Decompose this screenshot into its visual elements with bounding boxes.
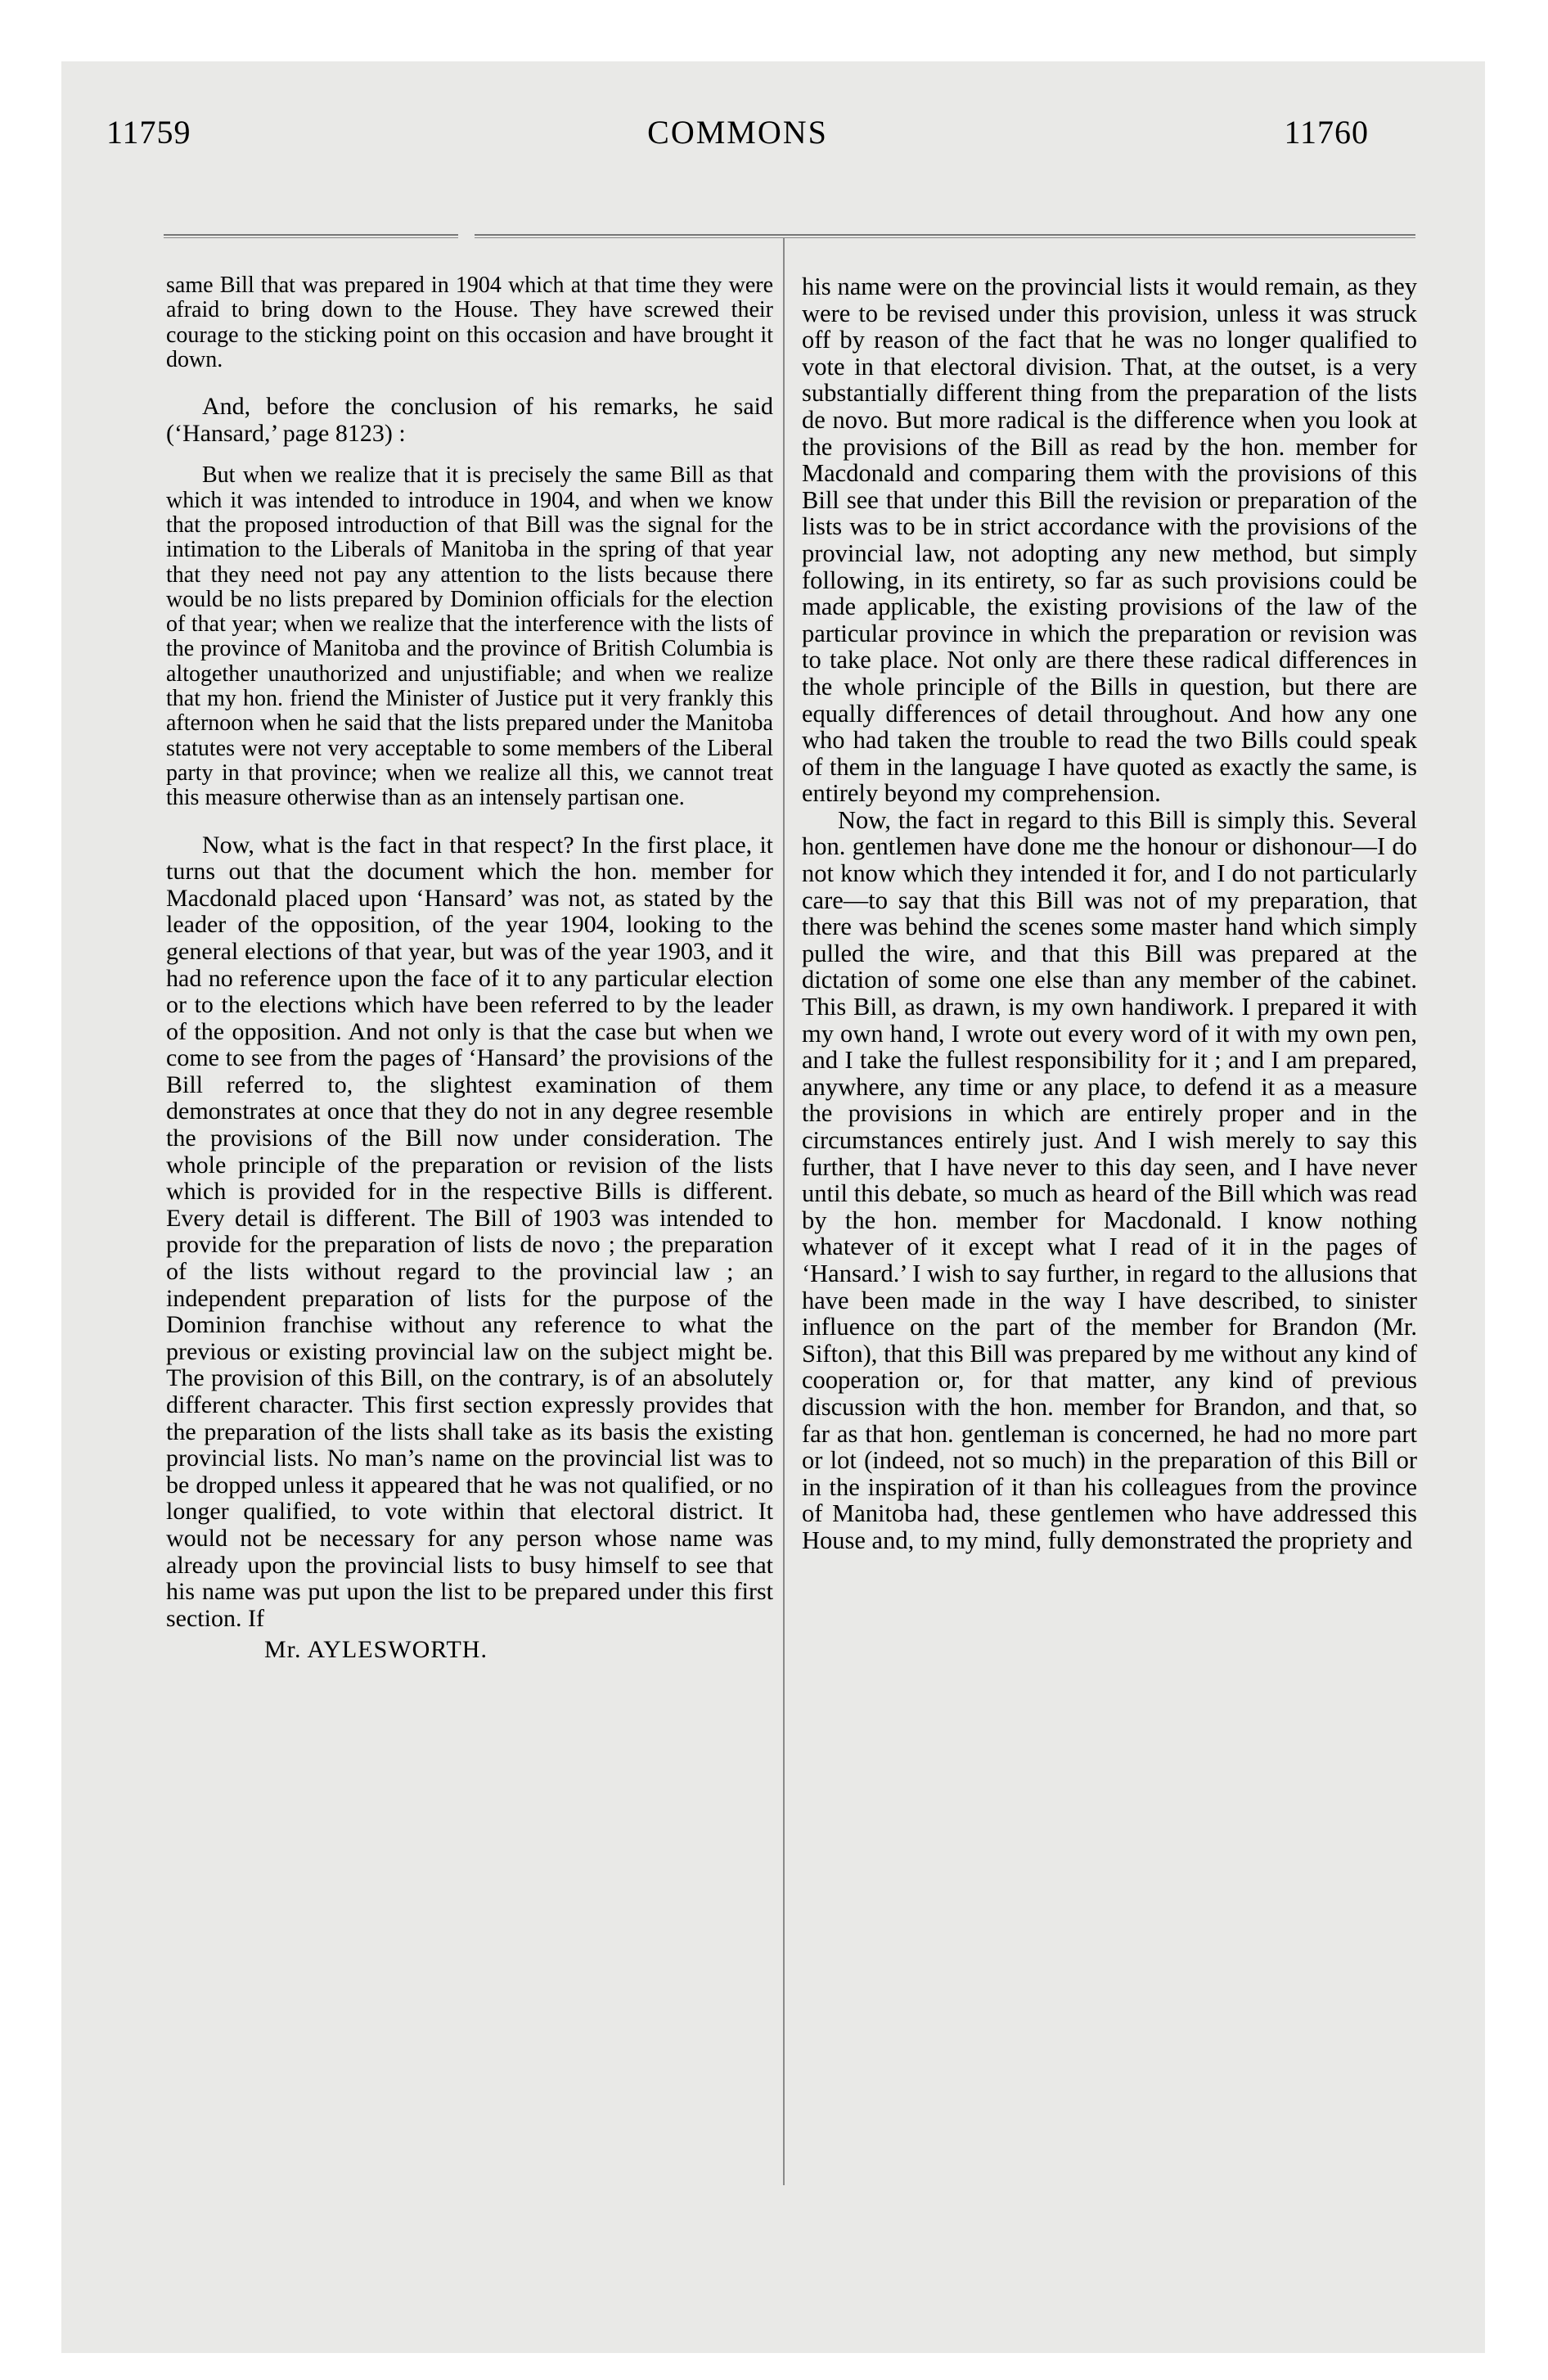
column-divider: [783, 237, 785, 2185]
block-quote: But when we realize that it is precisely the same Bill as that which it was intended to introduce in 1904, and when we know that the proposed introduction of that Bill was the signal for the intimation to the Liberals of Manitoba in the spring of that year that they need not pay any attention to the lists because there would be no lists prepared by Dominion officials for the election of that year; when we realize that the interference with the lists of the province of Manitoba and the province of British Columbia is altogether unauthorized and unjustifiable; and when we realize that my hon. friend the Minister of Justice put it very frankly this afternoon when he said that the lists prepared under the Manitoba statutes were not very acceptable to some members of the Liberal party in that province; when we realize all this, we cannot treat this measure otherwise than as an intensely partisan one.: [166, 462, 773, 811]
right-column: [802, 273, 1417, 1554]
paragraph: his name were on the provincial lists it would remain, as they were to be revised under this provision, unless it was struck off by reason of the fact that he was no longer qualified to vote in that electoral division. That, at the outset, is a very substantially different thing from the preparation of the lists de novo. But more radical is the difference when you look at the provisions of the Bill as read by the hon. member for Macdonald and comparing them with the provisions of this Bill see that under this Bill the revision or preparation of the lists was to be in strict accordance with the provisions of the provincial law, not adopting any new method, but simply following, in its entirety, so far as such provisions could be made applicable, the existing provisions of the law of the particular province in which the preparation or revision was to take place. Not only are there these radical differences in the whole principle of the Bills in question, but there are equally differences of detail throughout. And how any one who had taken the trouble to read the two Bills could speak of them in the language I have quoted as exactly the same, is entirely beyond my comprehension.: [802, 273, 1417, 808]
header-rule-left: [164, 234, 458, 236]
header-rule-right-thin: [475, 237, 1415, 238]
left-column: [166, 273, 773, 1664]
page-number-right: 11760: [1284, 114, 1369, 151]
header-rule-left-thin: [164, 237, 458, 238]
paragraph: same Bill that was prepared in 1904 which at that time they were afraid to bring down to the House. They have screwed their courage to the sticking point on this occasion and have brought it down.: [166, 273, 773, 372]
paragraph: And, before the conclusion of his remarks, he said (‘Hansard,’ page 8123) :: [166, 393, 773, 447]
paragraph: Now, what is the fact in that respect? In the first place, it turns out that the document which the hon. member for Macdonald placed upon ‘Hansard’ was not, as stated by the leader of the opposition, of the year 1904, looking to the general elections of that year, but was of the year 1903, and it had no reference upon the face of it to any particular election or to the elections which have been referred to by the leader of the opposition. And not only is that the case but when we come to see from the pages of ‘Hansard’ the provisions of the Bill referred to, the slightest examination of them demonstrates at once that they do not in any degree resemble the provisions of the Bill now under consideration. The whole principle of the preparation or revision of the lists which is provided for in the respective Bills is different. Every detail is different. The Bill of 1903 was intended to provide for the preparation of lists de novo ; the preparation of the lists without regard to the provincial law ; an independent preparation of lists for the purpose of the Dominion franchise without any reference to what the previous or existing provincial law on the subject might be. The provision of this Bill, on the contrary, is of an absolutely different character. This first section expressly provides that the preparation of the lists shall take as its basis the existing provincial lists. No man’s name on the provincial list was to be dropped unless it appeared that he was not qualified, or no longer qualified, to vote within that electoral district. It would not be necessary for any person whose name was already upon the provincial lists to busy himself to see that his name was put upon the list to be prepared under this first section. If: [166, 831, 773, 1632]
page-number-left: 11759: [106, 114, 191, 151]
paragraph: Now, the fact in regard to this Bill is simply this. Several hon. gentlemen have done me the honour or dishonour—I do not know which they intended it for, and I do not particularly care—to say that this Bill was not of my preparation, that there was behind the scenes some master hand which simply pulled the wire, and that this Bill was prepared at the dictation of some one else than any member of the cabinet. This Bill, as drawn, is my own handiwork. I prepared it with my own hand, I wrote out every word of it with my own pen, and I take the fullest responsibility for it ; and I am prepared, anywhere, any time or any place, to defend it as a measure the provisions in which are entirely proper and in the circumstances entirely just. And I wish merely to say this further, that I have never to this day seen, and I have never until this debate, so much as heard of the Bill which was read by the hon. member for Macdonald. I know nothing whatever of it except what I read of it in the pages of ‘Hansard.’ I wish to say further, in regard to the allusions that have been made in the way I have described, to sinister influence on the part of the member for Brandon (Mr. Sifton), that this Bill was prepared by me without any kind of cooperation or, for that matter, any kind of previous discussion with the hon. member for Brandon, and that, so far as that hon. gentleman is concerned, he had no more part or lot (indeed, not so much) in the preparation of this Bill or in the inspiration of it than his colleagues from the province of Manitoba had, these gentlemen who have addressed this House and, to my mind, fully demonstrated the propriety and: [802, 805, 1417, 1554]
page-title: COMMONS: [647, 114, 828, 151]
speaker-name: Mr. AYLESWORTH.: [264, 1636, 488, 1664]
header-rule-right: [475, 234, 1415, 236]
